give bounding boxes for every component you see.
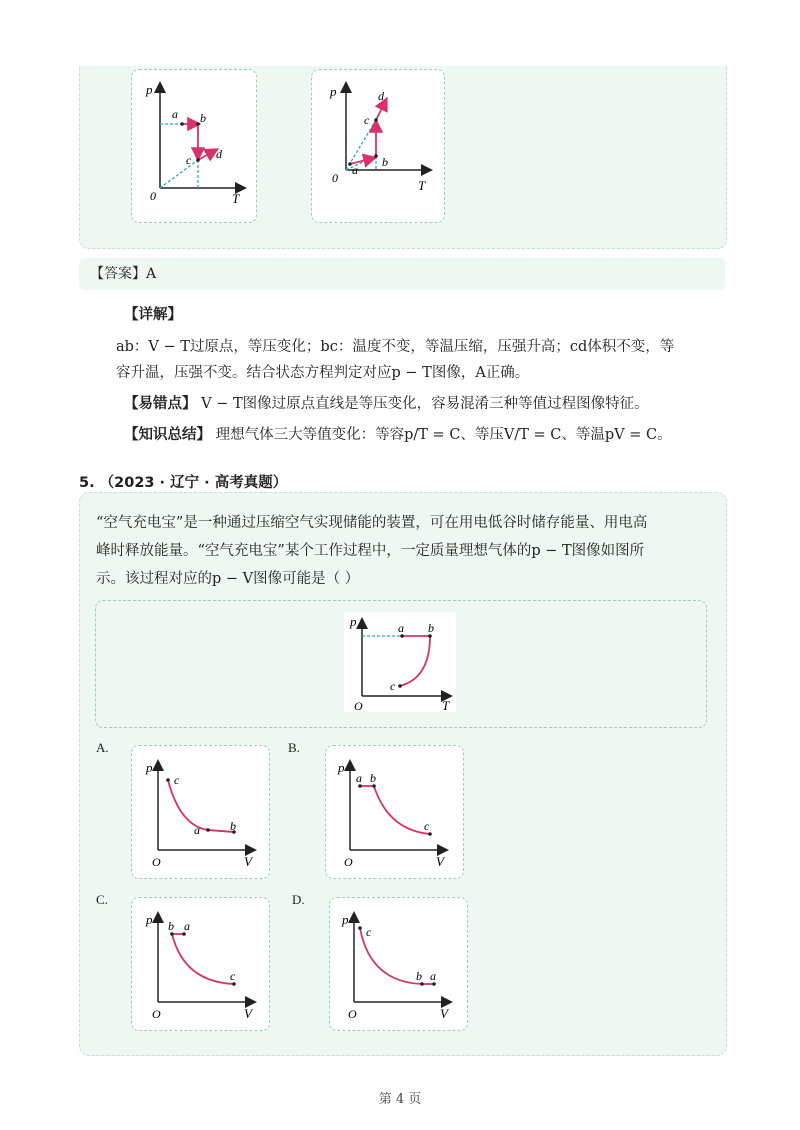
point-label-b: b (168, 919, 174, 933)
point-label-c: c (390, 679, 396, 693)
origin-label: O (348, 1007, 357, 1021)
option-b-figure[interactable] (325, 745, 464, 879)
y-axis-label: p (338, 760, 345, 775)
point-label-a: a (172, 107, 178, 121)
option-d-svg (330, 898, 467, 1030)
origin-label: 0 (332, 171, 338, 185)
answer-line (90, 263, 156, 285)
explanation-line-1: ab：V − T过原点，等压变化；bc：温度不变，等温压缩，压强升高；cd体积不变，等 (116, 339, 675, 355)
point-label-c: c (364, 113, 370, 127)
origin-label: O (344, 855, 353, 869)
answer-bar (79, 258, 725, 290)
x-axis-label: V (244, 854, 252, 869)
mistake-label: 【易错点】 (124, 395, 197, 412)
mistake-text: V − T图像过原点直线是等压变化，容易混淆三种等值过程图像特征。 (201, 396, 649, 412)
question-title: 5. （2023 · 辽宁 · 高考真题） (79, 475, 288, 491)
option-c-figure[interactable] (131, 897, 270, 1031)
point-label-b: b (200, 111, 206, 125)
y-axis-label: p (330, 84, 337, 99)
y-axis-label: p (146, 760, 153, 775)
point-label-c: c (424, 819, 430, 833)
point-label-c: c (230, 969, 236, 983)
mistake-line (124, 393, 649, 415)
point-label-b: b (428, 621, 434, 635)
point-label-a: a (184, 919, 190, 933)
option-a-figure[interactable] (131, 745, 270, 879)
point-label-a: a (398, 621, 404, 635)
top-figure-1-svg (132, 70, 256, 222)
option-d-figure[interactable] (329, 897, 468, 1031)
point-label-a: a (352, 163, 358, 177)
main-figure-svg (344, 612, 456, 712)
origin-label: O (152, 1007, 161, 1021)
point-label-b: b (370, 771, 376, 785)
option-b-label[interactable]: B. (288, 740, 300, 755)
origin-label: O (354, 699, 363, 712)
point-label-b: b (416, 969, 422, 983)
option-a-label[interactable]: A. (96, 740, 109, 755)
answer-label: 【答案】 (90, 266, 146, 282)
top-figure-2 (311, 69, 445, 223)
option-b-svg (326, 746, 463, 878)
option-d-label[interactable]: D. (292, 892, 305, 907)
top-figure-2-svg (312, 70, 444, 222)
page-number: 第 4 页 (378, 1092, 422, 1107)
x-axis-label: V (436, 854, 444, 869)
x-axis-label: V (440, 1006, 448, 1021)
point-label-c: c (366, 925, 372, 939)
summary-label: 【知识总结】 (124, 426, 211, 443)
summary-text: 理想气体三大等值变化：等容p/T = C、等压V/T = C、等温pV = C。 (215, 427, 672, 443)
point-label-d: d (378, 89, 384, 103)
question-main-figure (344, 612, 456, 712)
option-a-svg (132, 746, 269, 878)
y-axis-label: p (146, 82, 153, 97)
point-label-d: d (216, 147, 222, 161)
explanation-heading: 【详解】 (124, 306, 182, 323)
y-axis-label: p (146, 912, 153, 927)
point-label-c: c (174, 773, 180, 787)
x-axis-label: T (442, 698, 450, 712)
option-c-label[interactable]: C. (96, 892, 108, 907)
point-label-a: a (356, 771, 362, 785)
answer-value: A (146, 266, 157, 282)
x-axis-label: V (244, 1006, 252, 1021)
origin-label: O (152, 855, 161, 869)
x-axis-label: T (232, 191, 240, 206)
question-line-3: 示。该过程对应的p − V图像可能是（ ） (96, 571, 360, 587)
point-label-a: a (430, 969, 436, 983)
point-label-b: b (382, 155, 388, 169)
summary-line (124, 424, 672, 446)
origin-label: 0 (150, 189, 156, 203)
x-axis-label: T (418, 178, 426, 193)
point-label-b: b (230, 819, 236, 833)
question-line-1: “空气充电宝”是一种通过压缩空气实现储能的装置，可在用电低谷时储存能量、用电高 (96, 515, 648, 531)
question-line-2: 峰时释放能量。“空气充电宝”某个工作过程中，一定质量理想气体的p − T图像如图所 (96, 543, 645, 559)
option-c-svg (132, 898, 269, 1030)
point-label-a: a (194, 823, 200, 837)
top-figure-1 (131, 69, 257, 223)
explanation-line-2: 容升温，压强不变。结合状态方程判定对应p − T图像，A正确。 (116, 365, 530, 381)
y-axis-label: p (342, 912, 349, 927)
y-axis-label: p (350, 614, 357, 629)
point-label-c: c (186, 153, 192, 167)
